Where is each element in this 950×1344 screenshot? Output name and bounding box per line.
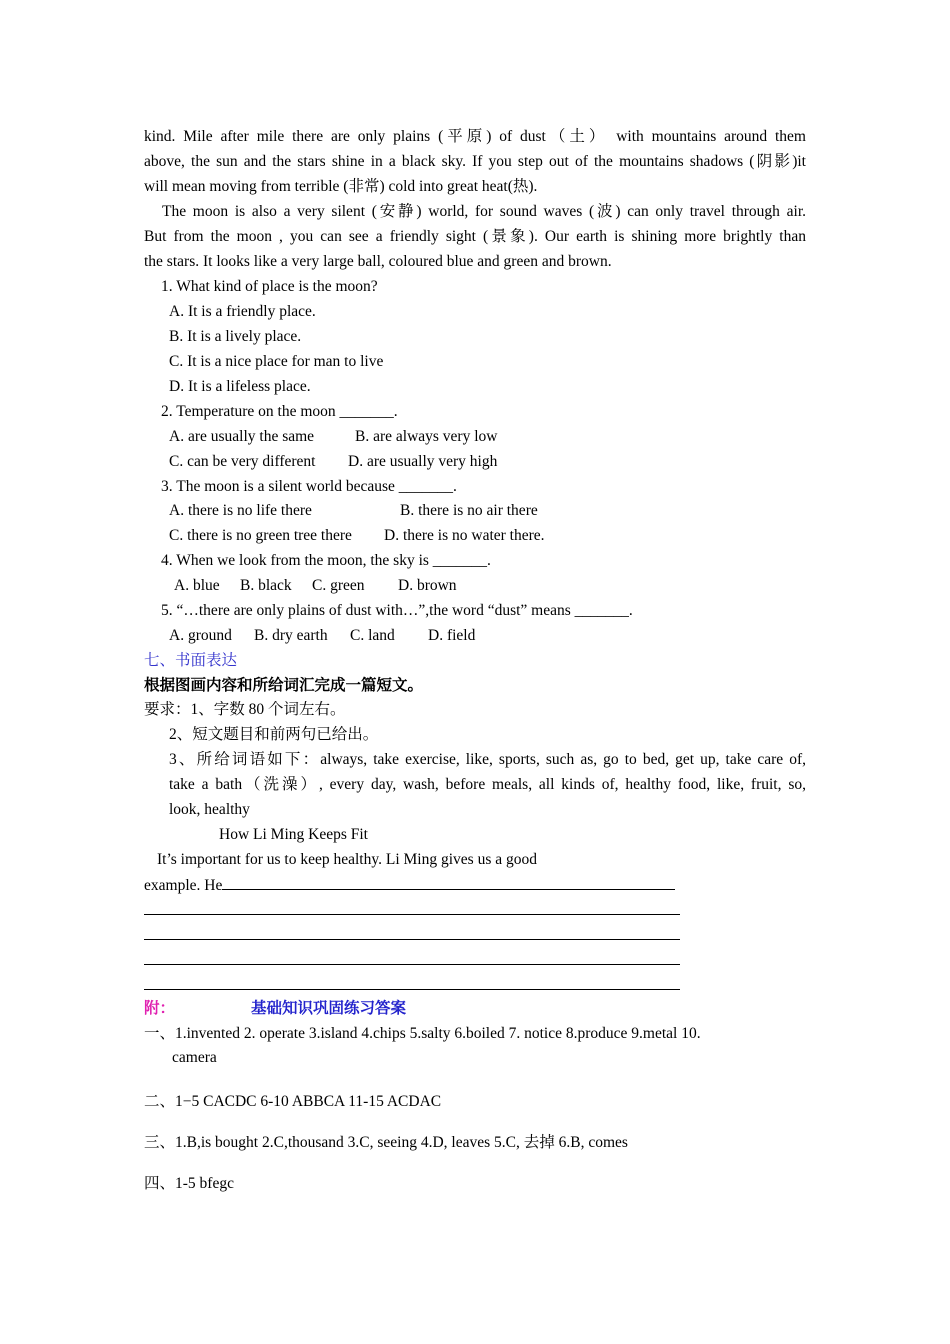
writing-requirement: take a bath（洗澡）, every day, wash, before meals, all kinds of, healthy food, like, fruit, so, bbox=[169, 776, 806, 793]
essay-line bbox=[144, 872, 675, 897]
question-option: A. It is a friendly place. bbox=[169, 303, 316, 320]
answer-line[interactable] bbox=[144, 989, 680, 990]
question-option: D. there is no water there. bbox=[384, 527, 545, 544]
question-option: C. It is a nice place for man to live bbox=[169, 353, 384, 370]
answer-line[interactable] bbox=[144, 914, 680, 915]
passage-line: The moon is also a very silent (安静) world, for sound waves (波) can only travel through air. bbox=[162, 203, 806, 220]
question-option: D. field bbox=[428, 627, 476, 644]
section-title: 七、书面表达 bbox=[144, 652, 238, 669]
answer-line[interactable] bbox=[144, 939, 680, 940]
writing-requirement: 3、所给词语如下：always, take exercise, like, sports, such as, go to bed, get up, take care of, bbox=[169, 751, 806, 768]
question-option: A. blue bbox=[174, 577, 220, 594]
question-option: B. there is no air there bbox=[400, 502, 538, 519]
question-option: B. are always very low bbox=[355, 428, 498, 445]
question-stem: 1. What kind of place is the moon? bbox=[161, 278, 378, 295]
answers-label: 附： bbox=[144, 1000, 176, 1017]
answer-line-text: camera bbox=[172, 1049, 217, 1066]
question-option: D. It is a lifeless place. bbox=[169, 378, 311, 395]
passage-line: kind. Mile after mile there are only plains (平原) of dust（土） with mountains around them bbox=[144, 128, 806, 145]
answer-line[interactable] bbox=[144, 964, 680, 965]
question-stem: 4. When we look from the moon, the sky is _______. bbox=[161, 552, 491, 569]
passage-line: But from the moon , you can see a friendly sight (景象). Our earth is shining more brightly than bbox=[144, 228, 806, 245]
question-option: C. land bbox=[350, 627, 395, 644]
essay-line: It’s important for us to keep healthy. Li Ming gives us a good bbox=[157, 851, 537, 868]
essay-start-text: example. He bbox=[144, 877, 223, 894]
question-stem: 5. “…there are only plains of dust with…”,the word “dust” means _______. bbox=[161, 602, 633, 619]
question-option: B. It is a lively place. bbox=[169, 328, 302, 345]
question-option: A. there is no life there bbox=[169, 502, 312, 519]
answers-title: 基础知识巩固练习答案 bbox=[251, 1000, 407, 1017]
writing-requirement: look, healthy bbox=[169, 801, 250, 818]
answers-header bbox=[144, 996, 406, 1021]
passage-line: will mean moving from terrible (非常) cold into great heat(热). bbox=[144, 178, 538, 195]
question-option: B. dry earth bbox=[254, 627, 328, 644]
answer-line-text: 三、1.B,is bought 2.C,thousand 3.C, seeing 4.D, leaves 5.C, 去掉 6.B, comes bbox=[144, 1134, 628, 1151]
question-option: C. green bbox=[312, 577, 365, 594]
question-option: D. are usually very high bbox=[348, 453, 498, 470]
passage-line: the stars. It looks like a very large ball, coloured blue and green and brown. bbox=[144, 253, 612, 270]
answer-line-text: 四、1-5 bfegc bbox=[144, 1175, 234, 1192]
writing-instruction: 根据图画内容和所给词汇完成一篇短文。 bbox=[144, 677, 424, 694]
question-option: A. ground bbox=[169, 627, 232, 644]
writing-requirement: 要求：1、字数 80 个词左右。 bbox=[144, 701, 346, 718]
question-option: C. can be very different bbox=[169, 453, 316, 470]
question-stem: 3. The moon is a silent world because _______. bbox=[161, 478, 457, 495]
answer-blank[interactable] bbox=[222, 872, 675, 890]
question-stem: 2. Temperature on the moon _______. bbox=[161, 403, 398, 420]
essay-title: How Li Ming Keeps Fit bbox=[219, 826, 368, 843]
answer-line-text: 一、1.invented 2. operate 3.island 4.chips 5.salty 6.boiled 7. notice 8.produce 9.metal 10. bbox=[144, 1025, 701, 1042]
question-option: B. black bbox=[240, 577, 292, 594]
question-option: A. are usually the same bbox=[169, 428, 315, 445]
question-option: D. brown bbox=[398, 577, 457, 594]
question-option: C. there is no green tree there bbox=[169, 527, 352, 544]
passage-line: above, the sun and the stars shine in a black sky. If you step out of the mountains shadows (阴影)it bbox=[144, 153, 806, 170]
writing-requirement: 2、短文题目和前两句已给出。 bbox=[169, 726, 379, 743]
answer-line-text: 二、1−5 CACDC 6-10 ABBCA 11-15 ACDAC bbox=[144, 1093, 442, 1110]
